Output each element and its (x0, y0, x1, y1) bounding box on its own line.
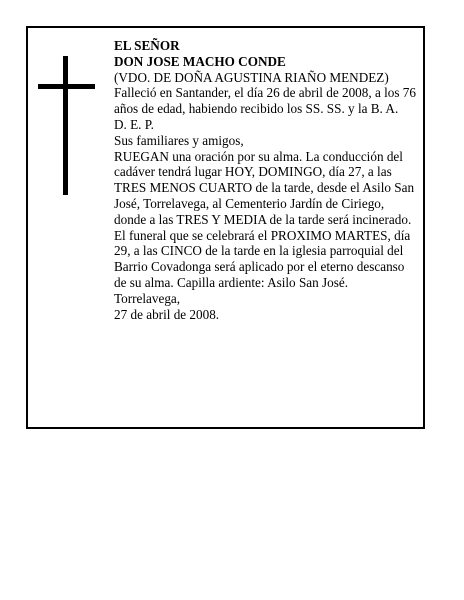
death-details: Falleció en Santander, el día 26 de abril de 2008, a los 76 años de edad, habiendo recibido los SS. SS. y la B. A. (114, 85, 416, 117)
place-line: Torrelavega, (114, 290, 181, 306)
family-line: Sus familiares y amigos, (114, 132, 244, 148)
widower-line: (VDO. DE DOÑA AGUSTINA RIAÑO MENDEZ) (114, 69, 389, 85)
rip-line: D. E. P. (114, 116, 154, 132)
deceased-name: DON JOSE MACHO CONDE (114, 53, 286, 69)
cross-icon (63, 56, 68, 195)
obituary-text (114, 38, 416, 322)
date-line: 27 de abril de 2008. (114, 306, 220, 322)
cross-icon-bar (38, 84, 95, 89)
title-line: EL SEÑOR (114, 38, 180, 53)
funeral-details: RUEGAN una oración por su alma. La conducción del cadáver tendrá lugar HOY, DOMINGO, día 27, a las TRES MENOS CUARTO de la tarde, desde el Asilo San José, Torrelavega, al Cementerio Jardín de Ciriego, donde a las TRES Y MEDIA de la tarde será incinerado. El funeral que se celebrará el PROXIMO MARTES, día 29, a las CINCO de la tarde en la iglesia parroquial del Barrio Covadonga será aplicado por el eterno descanso de su alma. Capilla ardiente: Asilo San José. (114, 148, 415, 290)
